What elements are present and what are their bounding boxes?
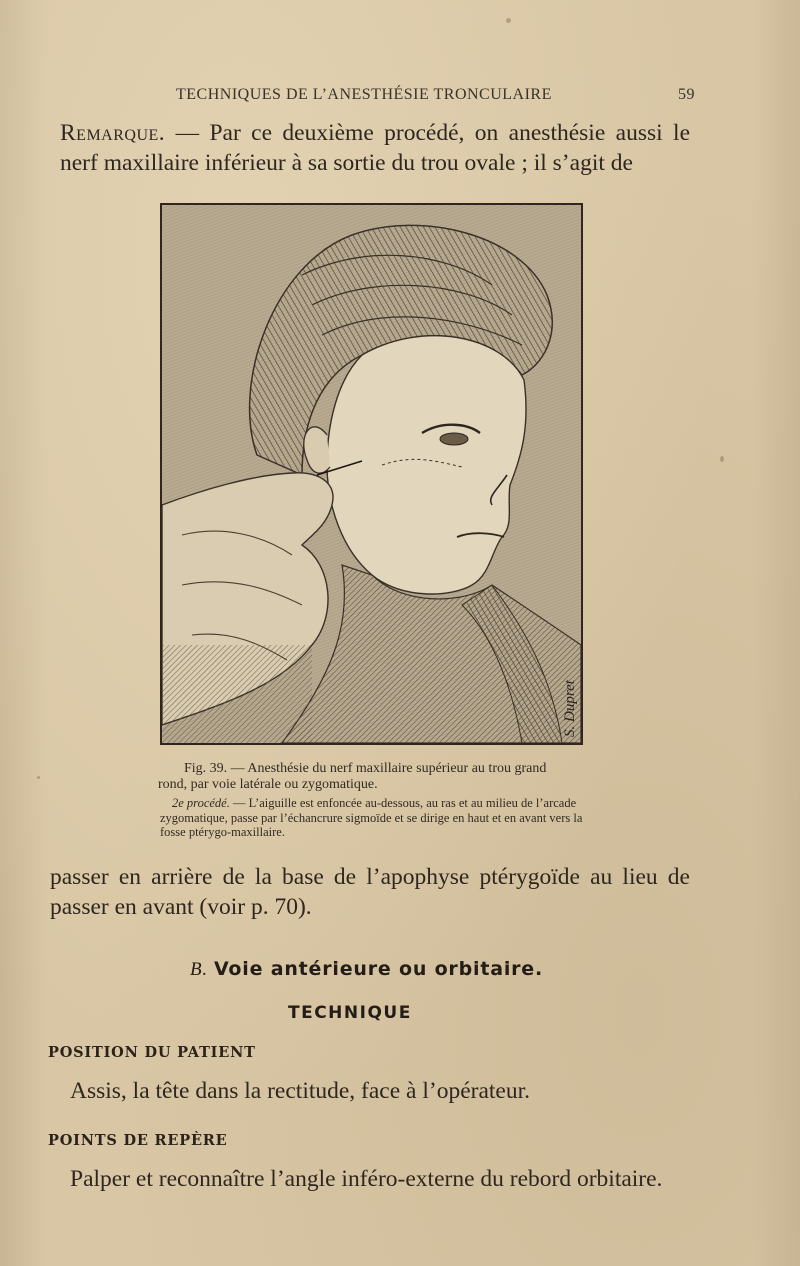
position-text: Assis, la tête dans la rectitude, face à l’opérateur. xyxy=(70,1078,531,1104)
figure-caption-main: Fig. 39. — Anesthésie du nerf maxillaire supérieur au trou grand rond, par voie latérale ou zygomatique. xyxy=(158,761,547,792)
running-header xyxy=(0,86,800,106)
figure-caption-detail xyxy=(160,796,592,840)
reperes-heading: POINTS DE REPÈRE xyxy=(48,1132,228,1149)
engraving-figure xyxy=(160,203,583,745)
paper-speck xyxy=(37,776,40,779)
remarque-label: Remarque. xyxy=(60,120,166,146)
section-title: Voie antérieure ou orbitaire. xyxy=(213,958,544,980)
reperes-text: Palper et reconnaître l’angle inféro-externe du rebord orbitaire. xyxy=(70,1166,663,1192)
section-letter: B. xyxy=(190,959,208,980)
page-number: 59 xyxy=(678,86,695,103)
caption-procede-label: 2e procédé. xyxy=(172,796,230,810)
hand-shape xyxy=(162,473,333,743)
paper-speck xyxy=(506,18,511,23)
paragraph-continuation: passer en arrière de la base de l’apophyse ptérygoïde au lieu de passer en avant (voir p. 70). xyxy=(50,864,690,920)
position-heading: POSITION DU PATIENT xyxy=(48,1044,256,1061)
technique-heading: TECHNIQUE xyxy=(288,1003,412,1023)
remarque-text: — Par ce deuxième procédé, on anesthésie aussi le nerf maxillaire inférieur à sa sortie du trou ovale ; il s’agit de xyxy=(60,120,690,176)
paragraph-remarque xyxy=(60,118,690,178)
engraver-signature: S. Dupret xyxy=(562,680,578,737)
caption-detail-text: — L’aiguille est enfoncée au-dessous, au ras et au milieu de l’arcade zygomatique, passe par l’échancrure sigmoïde et se dirige en haut et en avant vers la fosse ptérygo-maxillaire. xyxy=(160,796,583,839)
running-title: TECHNIQUES DE L’ANESTHÉSIE TRONCULAIRE xyxy=(176,86,552,103)
section-heading xyxy=(190,958,543,981)
paper-speck xyxy=(720,456,724,462)
